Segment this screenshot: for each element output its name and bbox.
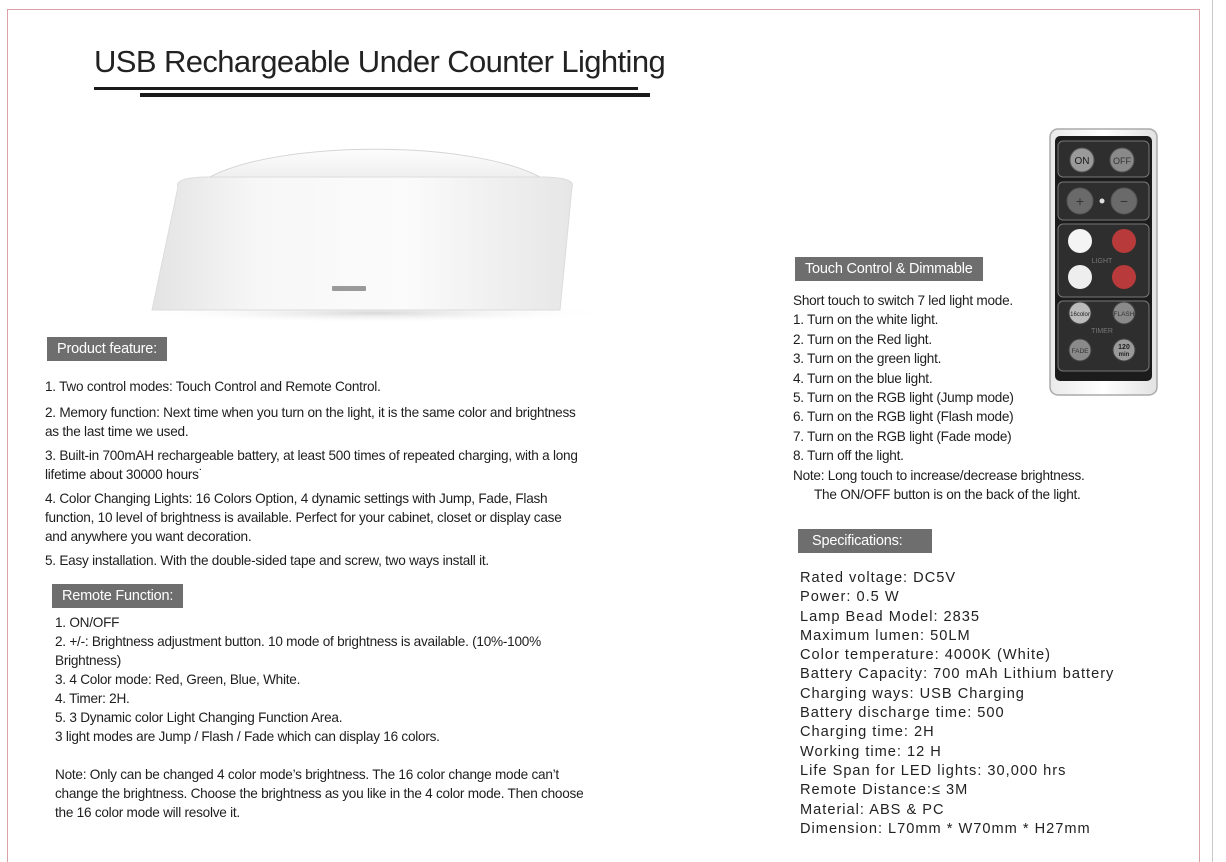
touch-line: 3. Turn on the green light.	[793, 351, 942, 367]
lamp-image	[140, 135, 610, 325]
timer-label: TIMER	[1091, 328, 1113, 335]
svg-text:FADE: FADE	[1071, 348, 1089, 355]
touch-line: 5. Turn on the RGB light (Jump mode)	[793, 390, 1014, 406]
specifications-heading: Specifications:	[798, 529, 932, 553]
light-label: LIGHT	[1091, 258, 1113, 265]
spec-line: Maximum lumen: 50LM	[800, 627, 971, 644]
touch-line: Short touch to switch 7 led light mode.	[793, 293, 1013, 308]
svg-text:120: 120	[1118, 344, 1130, 351]
feature-item: 1. Two control modes: Touch Control and Remote Control.	[45, 379, 381, 394]
white-color-button	[1068, 229, 1092, 253]
touch-line: Note: Long touch to increase/decrease brightness.	[793, 467, 1085, 483]
title-underline	[94, 87, 638, 90]
feature-item: 3. Built-in 700mAH rechargeable battery, at least 500 times of repeated charging, with a long lifetime about 30000 hours˙	[45, 448, 578, 482]
spec-line: Rated voltage: DC5V	[800, 570, 957, 586]
product-feature-list	[45, 377, 585, 570]
off-label: OFF	[1113, 156, 1131, 166]
feature-item: 2. Memory function: Next time when you turn on the light, it is the same color and brightness as the last time we used.	[45, 405, 576, 439]
green-color-button	[1068, 265, 1092, 289]
touch-line: 8. Turn off the light.	[793, 448, 904, 464]
remote-item: 3. 4 Color mode: Red, Green, Blue, White.	[55, 672, 301, 687]
spec-line: Battery discharge time: 500	[800, 705, 1005, 722]
feature-item: 4. Color Changing Lights: 16 Colors Option, 4 dynamic settings with Jump, Fade, Flash function, 10 level of brightness is available. Perfect for your cabinet, closet or display case and anywhere you want decoration.	[45, 491, 562, 544]
usb-port-icon	[332, 286, 366, 291]
spec-line: Life Span for LED lights: 30,000 hrs	[800, 762, 1067, 779]
touch-line: 6. Turn on the RGB light (Flash mode)	[793, 409, 1014, 425]
page-title: USB Rechargeable Under Counter Lighting	[94, 44, 666, 79]
spec-line: Battery Capacity: 700 mAh Lithium battery	[800, 666, 1115, 683]
spec-line: Dimension: L70mm * W70mm * H27mm	[800, 820, 1091, 837]
svg-text:+: +	[1075, 193, 1085, 209]
touch-line: The ON/OFF button is on the back of the light.	[814, 487, 1081, 503]
spec-line: Working time: 12 H	[800, 743, 942, 760]
svg-text:−: −	[1119, 193, 1129, 209]
spec-line: Lamp Bead Model: 2835	[800, 608, 981, 625]
spec-line: Color temperature: 4000K (White)	[800, 647, 1051, 664]
touch-control-list	[793, 291, 1085, 504]
remote-item: 5. 3 Dynamic color Light Changing Function Area.	[55, 710, 343, 725]
remote-item: 2. +/-: Brightness adjustment button. 10 mode of brightness is available. (10%-100% Brightness)	[55, 634, 541, 668]
remote-note: Note: Only can be changed 4 color mode’s brightness. The 16 color change mode can’t change the brightness. Choose the brightness as you like in the 4 color mode. Then choose the 16 color mode will resolve it.	[55, 767, 584, 820]
touch-control-heading: Touch Control & Dimmable	[795, 257, 983, 281]
touch-line: 1. Turn on the white light.	[793, 312, 939, 328]
remote-item: 3 light modes are Jump / Flash / Fade which can display 16 colors.	[55, 729, 440, 744]
touch-line: 7. Turn on the RGB light (Fade mode)	[793, 428, 1012, 444]
svg-text:min: min	[1118, 352, 1130, 358]
blue-color-button	[1112, 265, 1136, 289]
spec-line: Charging ways: USB Charging	[800, 685, 1025, 702]
spec-line: Material: ABS & PC	[800, 801, 945, 818]
page-edge	[1212, 0, 1213, 862]
spec-line: Remote Distance:≤ 3M	[800, 782, 969, 799]
svg-text:FLASH: FLASH	[1113, 311, 1135, 318]
specifications-list	[800, 569, 1114, 839]
product-feature-heading: Product feature:	[47, 337, 167, 361]
touch-line: 2. Turn on the Red light.	[793, 331, 932, 347]
svg-text:16color: 16color	[1070, 312, 1090, 318]
remote-function-list	[55, 613, 600, 822]
feature-item: 5. Easy installation. With the double-sided tape and screw, two ways install it.	[45, 553, 489, 568]
title-underline-secondary	[140, 93, 650, 97]
remote-function-heading: Remote Function:	[52, 584, 183, 608]
red-color-button	[1112, 229, 1136, 253]
remote-item: 4. Timer: 2H.	[55, 691, 130, 706]
touch-line: 4. Turn on the blue light.	[793, 370, 933, 386]
on-label: ON	[1074, 156, 1090, 167]
spec-line: Charging time: 2H	[800, 724, 935, 741]
remote-item: 1. ON/OFF	[55, 615, 120, 630]
spec-line: Power: 0.5 W	[800, 589, 900, 606]
